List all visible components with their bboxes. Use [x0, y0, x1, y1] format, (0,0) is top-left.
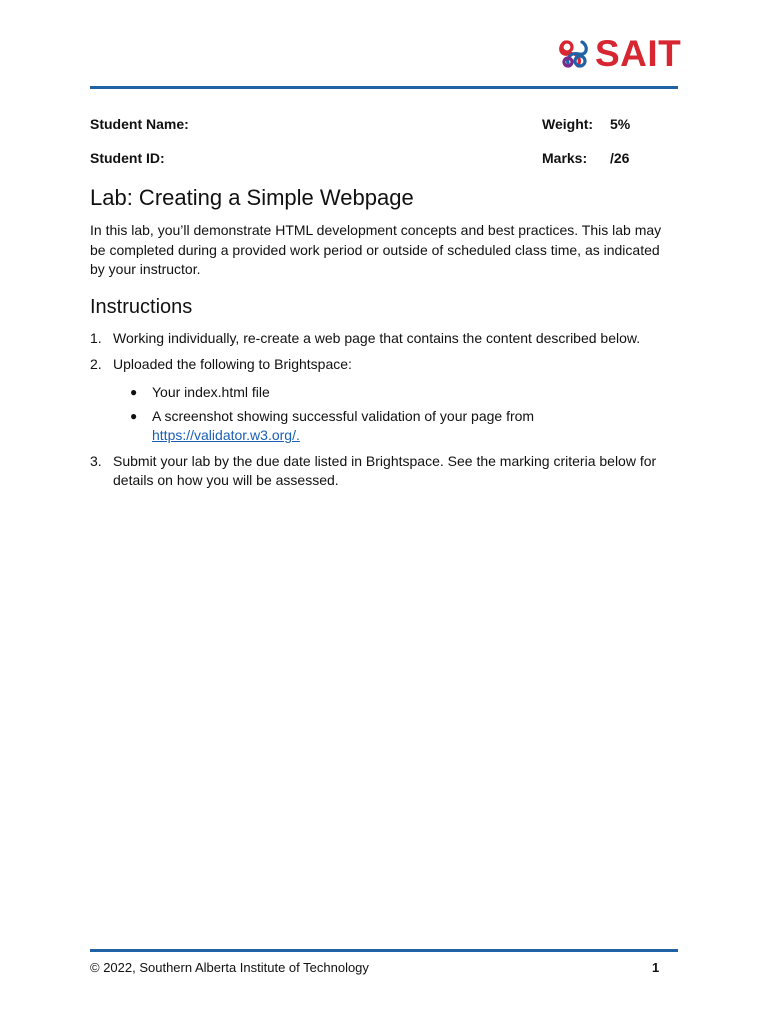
step-text: Working individually, re-create a web page that contains the content described below. — [113, 330, 641, 346]
weight-label: Weight: — [542, 116, 594, 132]
bullet-text: Your index.html file — [152, 384, 270, 400]
bullet-icon: ● — [130, 385, 138, 399]
page-title: Lab: Creating a Simple Webpage — [90, 185, 414, 210]
step-number: 1. — [90, 330, 102, 346]
sait-logo — [556, 34, 681, 74]
footer-rule — [90, 949, 678, 952]
sait-logo-icon — [556, 36, 592, 72]
copyright-text: © 2022, Southern Alberta Institute of Technology — [90, 960, 369, 975]
student-name-label: Student Name: — [90, 116, 189, 132]
marks-value: /26 — [610, 150, 630, 166]
marks-label: Marks: — [542, 150, 588, 166]
meta-row-id — [90, 150, 678, 170]
page-number: 1 — [652, 960, 660, 975]
logo-text: SAIT — [595, 33, 682, 74]
intro-paragraph: In this lab, you’ll demonstrate HTML development concepts and best practices. This lab may be completed during a provided work period or outside of scheduled class time, as indicated by your instructor. — [90, 222, 662, 277]
bullet-text-block — [152, 407, 652, 445]
step-number: 2. — [90, 356, 102, 372]
bullet-text: A screenshot showing successful validation of your page from — [152, 408, 535, 424]
step-number: 3. — [90, 453, 102, 469]
step-text: Uploaded the following to Brightspace: — [113, 356, 352, 372]
student-id-label: Student ID: — [90, 150, 165, 166]
weight-value: 5% — [610, 116, 631, 132]
header-rule — [90, 86, 678, 89]
validator-link[interactable]: https://validator.w3.org/. — [152, 427, 300, 443]
instructions-heading: Instructions — [90, 296, 193, 318]
meta-row-name — [90, 116, 678, 136]
step-text: Submit your lab by the due date listed in Brightspace. See the marking criteria below for details on how you will be assessed. — [113, 453, 657, 488]
bullet-icon: ● — [130, 409, 138, 423]
